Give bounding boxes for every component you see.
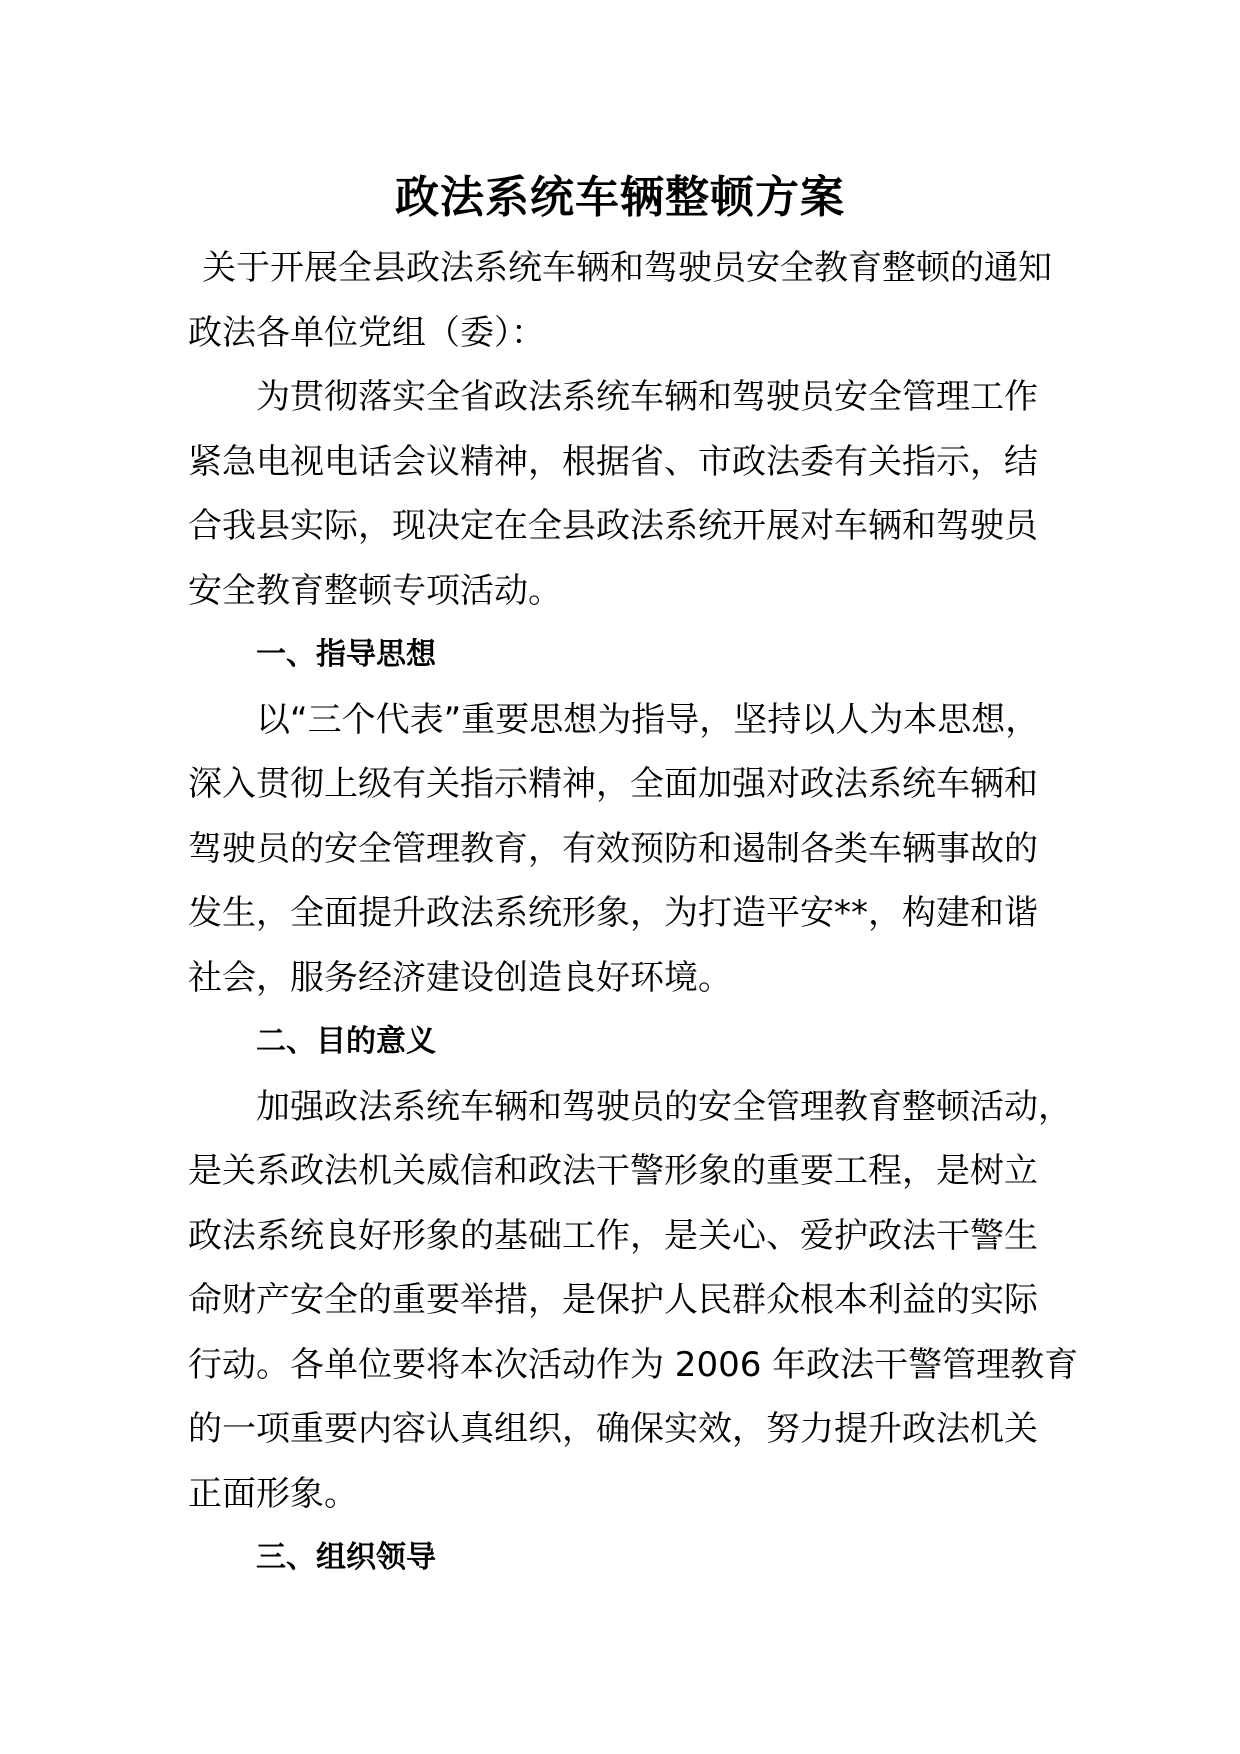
section2-line: 政法系统良好形象的基础工作，是关心、爱护政法干警生 [188, 1215, 1038, 1256]
intro-line: 合我县实际，现决定在全县政法系统开展对车辆和驾驶员 [188, 506, 1038, 546]
document-body [188, 236, 1088, 1591]
section2-line: 正面形象。 [188, 1473, 358, 1514]
section-heading-purpose: 二、目的意义 [256, 1024, 436, 1059]
section2-line: 的一项重要内容认真组织，确保实效，努力提升政法机关 [188, 1409, 1038, 1449]
salutation: 政法各单位党组（委）： [188, 312, 545, 353]
document-title: 政法系统车辆整顿方案 [395, 172, 845, 223]
section-heading-guiding-thought: 一、指导思想 [256, 637, 436, 672]
section1-line: 深入贯彻上级有关指示精神，全面加强对政法系统车辆和 [188, 764, 1038, 804]
section2-line: 是关系政法机关威信和政法干警形象的重要工程，是树立 [188, 1151, 1038, 1191]
section1-line: 发生，全面提升政法系统形象，为打造平安**，构建和谐 [188, 893, 1038, 933]
section2-line: 行动。各单位要将本次活动作为 2006 年政法干警管理教育 [188, 1344, 1079, 1385]
section1-line: 驾驶员的安全管理教育，有效预防和遏制各类车辆事故的 [188, 828, 1038, 869]
notice-subtitle: 关于开展全县政法系统车辆和驾驶员安全教育整顿的通知 [202, 248, 1052, 288]
intro-line: 安全教育整顿专项活动。 [188, 570, 562, 611]
section1-line: 社会，服务经济建设创造良好环境。 [188, 957, 732, 998]
section2-line: 命财产安全的重要举措，是保护人民群众根本利益的实际 [188, 1280, 1038, 1320]
intro-line: 紧急电视电话会议精神，根据省、市政法委有关指示，结 [188, 441, 1038, 482]
section2-line: 加强政法系统车辆和驾驶员的安全管理教育整顿活动， [256, 1086, 1072, 1127]
intro-line: 为贯彻落实全省政法系统车辆和驾驶员安全管理工作 [256, 377, 1038, 417]
section-heading-organization: 三、组织领导 [256, 1540, 436, 1575]
section1-line: 以“三个代表”重要思想为指导，坚持以人为本思想， [256, 699, 1040, 740]
